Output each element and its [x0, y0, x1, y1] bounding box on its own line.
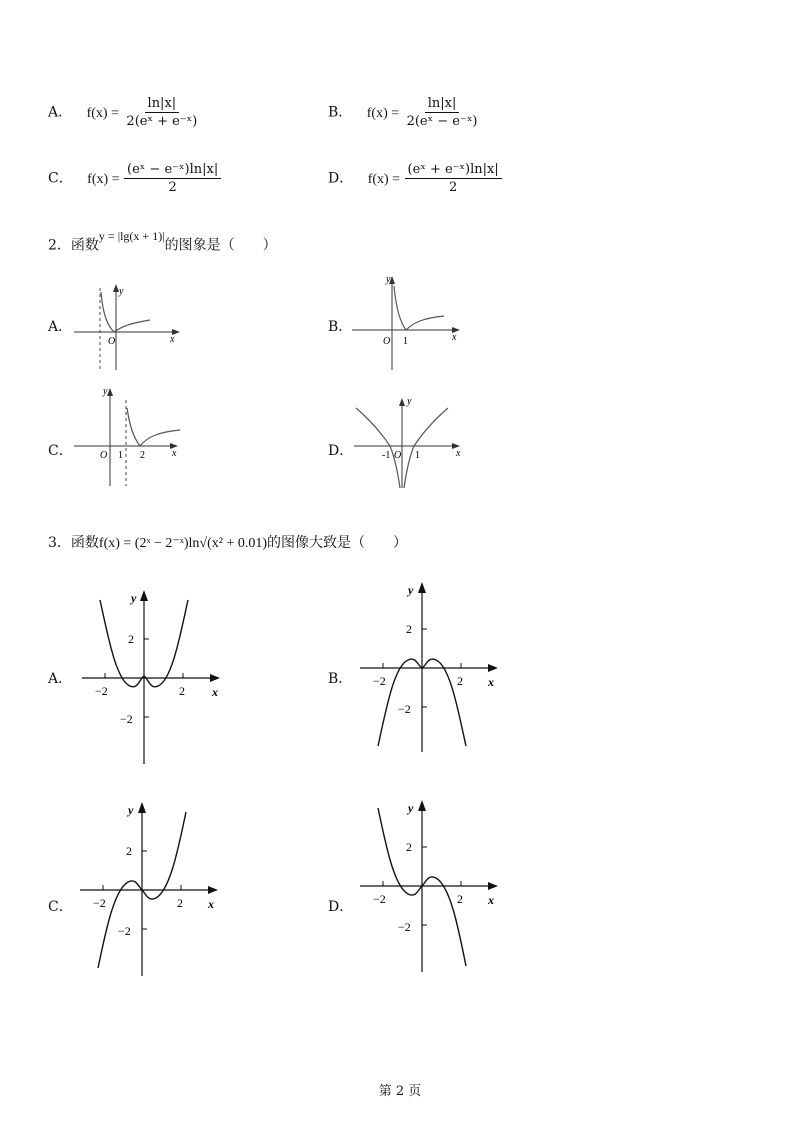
formula-lhs: f(x) = [367, 171, 401, 187]
q3-option-c-label: C． [48, 899, 73, 915]
y-axis-label: y [103, 386, 108, 397]
q3-option-d-label: D． [328, 899, 354, 915]
formula-fraction [124, 162, 221, 195]
q2-option-c-label: C． [48, 443, 73, 459]
y-axis-arrow [107, 388, 113, 396]
curve [127, 408, 180, 446]
tick-label: -1 [382, 450, 391, 461]
curve [101, 292, 150, 332]
formula-lhs: f(x) = [366, 105, 400, 121]
y-axis-label: y [407, 396, 412, 407]
tick-label: 2 [140, 450, 145, 461]
tick-label: 1 [403, 336, 408, 347]
y-axis-arrow [399, 398, 405, 406]
question-formula: f(x) = (2ˣ − 2⁻ˣ)ln√(x² + 0.01) [98, 536, 267, 551]
y-axis-arrow [418, 800, 426, 811]
tick-label: 2 [406, 840, 412, 854]
question-suffix: 的图像大致是（ ） [267, 535, 407, 551]
x-axis-label: x [456, 448, 461, 459]
fraction-denominator: 2(eˣ + e⁻ˣ) [126, 114, 198, 129]
y-axis-label: y [131, 591, 137, 605]
q2-option-c-graph [70, 380, 190, 488]
curve-left [356, 408, 400, 488]
question-prefix: 函数 [70, 237, 99, 254]
tick-label: 2 [457, 892, 463, 906]
formula-lhs: f(x) = [87, 171, 120, 187]
tick-label: 2 [177, 896, 183, 910]
tick-label: −2 [398, 702, 411, 716]
y-axis-label: y [119, 286, 124, 297]
question-prefix: 函数 [70, 535, 99, 551]
q3-stem [48, 532, 407, 552]
y-axis-label: y [386, 274, 391, 285]
page-number: 第 2 页 [378, 1084, 422, 1099]
q3-option-c-graph [76, 798, 226, 978]
question-number: 2． [48, 237, 71, 254]
q1-option-b [328, 96, 480, 129]
origin-label: O [108, 336, 116, 347]
fraction-numerator: ln|x| [145, 96, 180, 113]
q2-option-d-graph [348, 392, 470, 490]
q2-option-b-graph [348, 268, 470, 372]
y-axis-label: y [408, 583, 414, 597]
x-axis-label: x [208, 897, 214, 911]
tick-label: 2 [406, 622, 412, 636]
fraction-denominator: 2(eˣ − e⁻ˣ) [406, 114, 478, 129]
x-axis-label: x [452, 332, 457, 343]
tick-label: 1 [415, 450, 420, 461]
fraction-numerator: (eˣ − e⁻ˣ)ln|x| [124, 162, 221, 179]
fraction-denominator: 2 [448, 180, 458, 195]
x-axis-arrow [210, 674, 220, 682]
q2-option-b-label: B． [328, 319, 353, 335]
origin-label: O [394, 450, 402, 461]
tick-label: −2 [373, 892, 386, 906]
tick-label: −2 [95, 684, 108, 698]
question-suffix: 的图象是（ ） [164, 237, 277, 254]
q3-option-b-label: B． [328, 671, 353, 687]
tick-label: −2 [398, 920, 411, 934]
y-axis-arrow [140, 590, 148, 601]
x-axis-arrow [488, 882, 498, 890]
y-axis-arrow [418, 582, 426, 593]
fraction-numerator: (eˣ + e⁻ˣ)ln|x| [405, 162, 502, 179]
y-axis-label: y [408, 801, 414, 815]
tick-label: 2 [126, 844, 132, 858]
y-axis-arrow [138, 802, 146, 813]
option-label: B． [328, 104, 353, 121]
fraction-numerator: ln|x| [425, 96, 460, 113]
x-axis-arrow [488, 664, 498, 672]
origin-label: O [383, 336, 391, 347]
x-axis-label: x [172, 448, 177, 459]
x-axis-label: x [488, 893, 494, 907]
q2-option-a-graph [70, 276, 190, 372]
formula-fraction [123, 96, 200, 129]
tick-label: 2 [457, 674, 463, 688]
question-formula: y = |lg(x + 1)| [98, 229, 165, 243]
q1-option-d [328, 162, 502, 195]
formula-lhs: f(x) = [86, 105, 119, 121]
x-axis-label: x [170, 334, 175, 345]
x-axis-arrow [208, 886, 218, 894]
q2-stem [48, 229, 277, 255]
tick-label: 2 [179, 684, 185, 698]
q2-option-d-label: D． [328, 443, 354, 459]
tick-label: −2 [373, 674, 386, 688]
tick-label: 2 [128, 632, 134, 646]
q3-option-b-graph [356, 578, 506, 754]
q3-option-a-label: A． [48, 671, 73, 687]
q3-option-a-graph [78, 586, 228, 766]
x-axis-label: x [488, 675, 494, 689]
tick-label: −2 [93, 896, 106, 910]
origin-label: O [100, 450, 108, 461]
option-label: A． [48, 104, 73, 121]
tick-label: −2 [120, 712, 133, 726]
curve [394, 286, 444, 330]
option-label: D． [328, 170, 354, 187]
question-number: 3． [48, 535, 71, 551]
y-axis-label: y [128, 803, 134, 817]
q3-option-d-graph [356, 796, 506, 976]
formula-fraction [405, 162, 502, 195]
q1-option-c [48, 162, 221, 195]
curve-right [404, 408, 448, 488]
q1-option-a [48, 96, 200, 129]
option-label: C． [48, 170, 73, 187]
tick-label: −2 [118, 924, 131, 938]
tick-label: 1 [118, 450, 123, 461]
fraction-denominator: 2 [168, 180, 177, 195]
x-axis-label: x [212, 685, 218, 699]
q2-option-a-label: A． [48, 319, 73, 335]
formula-fraction [404, 96, 481, 129]
